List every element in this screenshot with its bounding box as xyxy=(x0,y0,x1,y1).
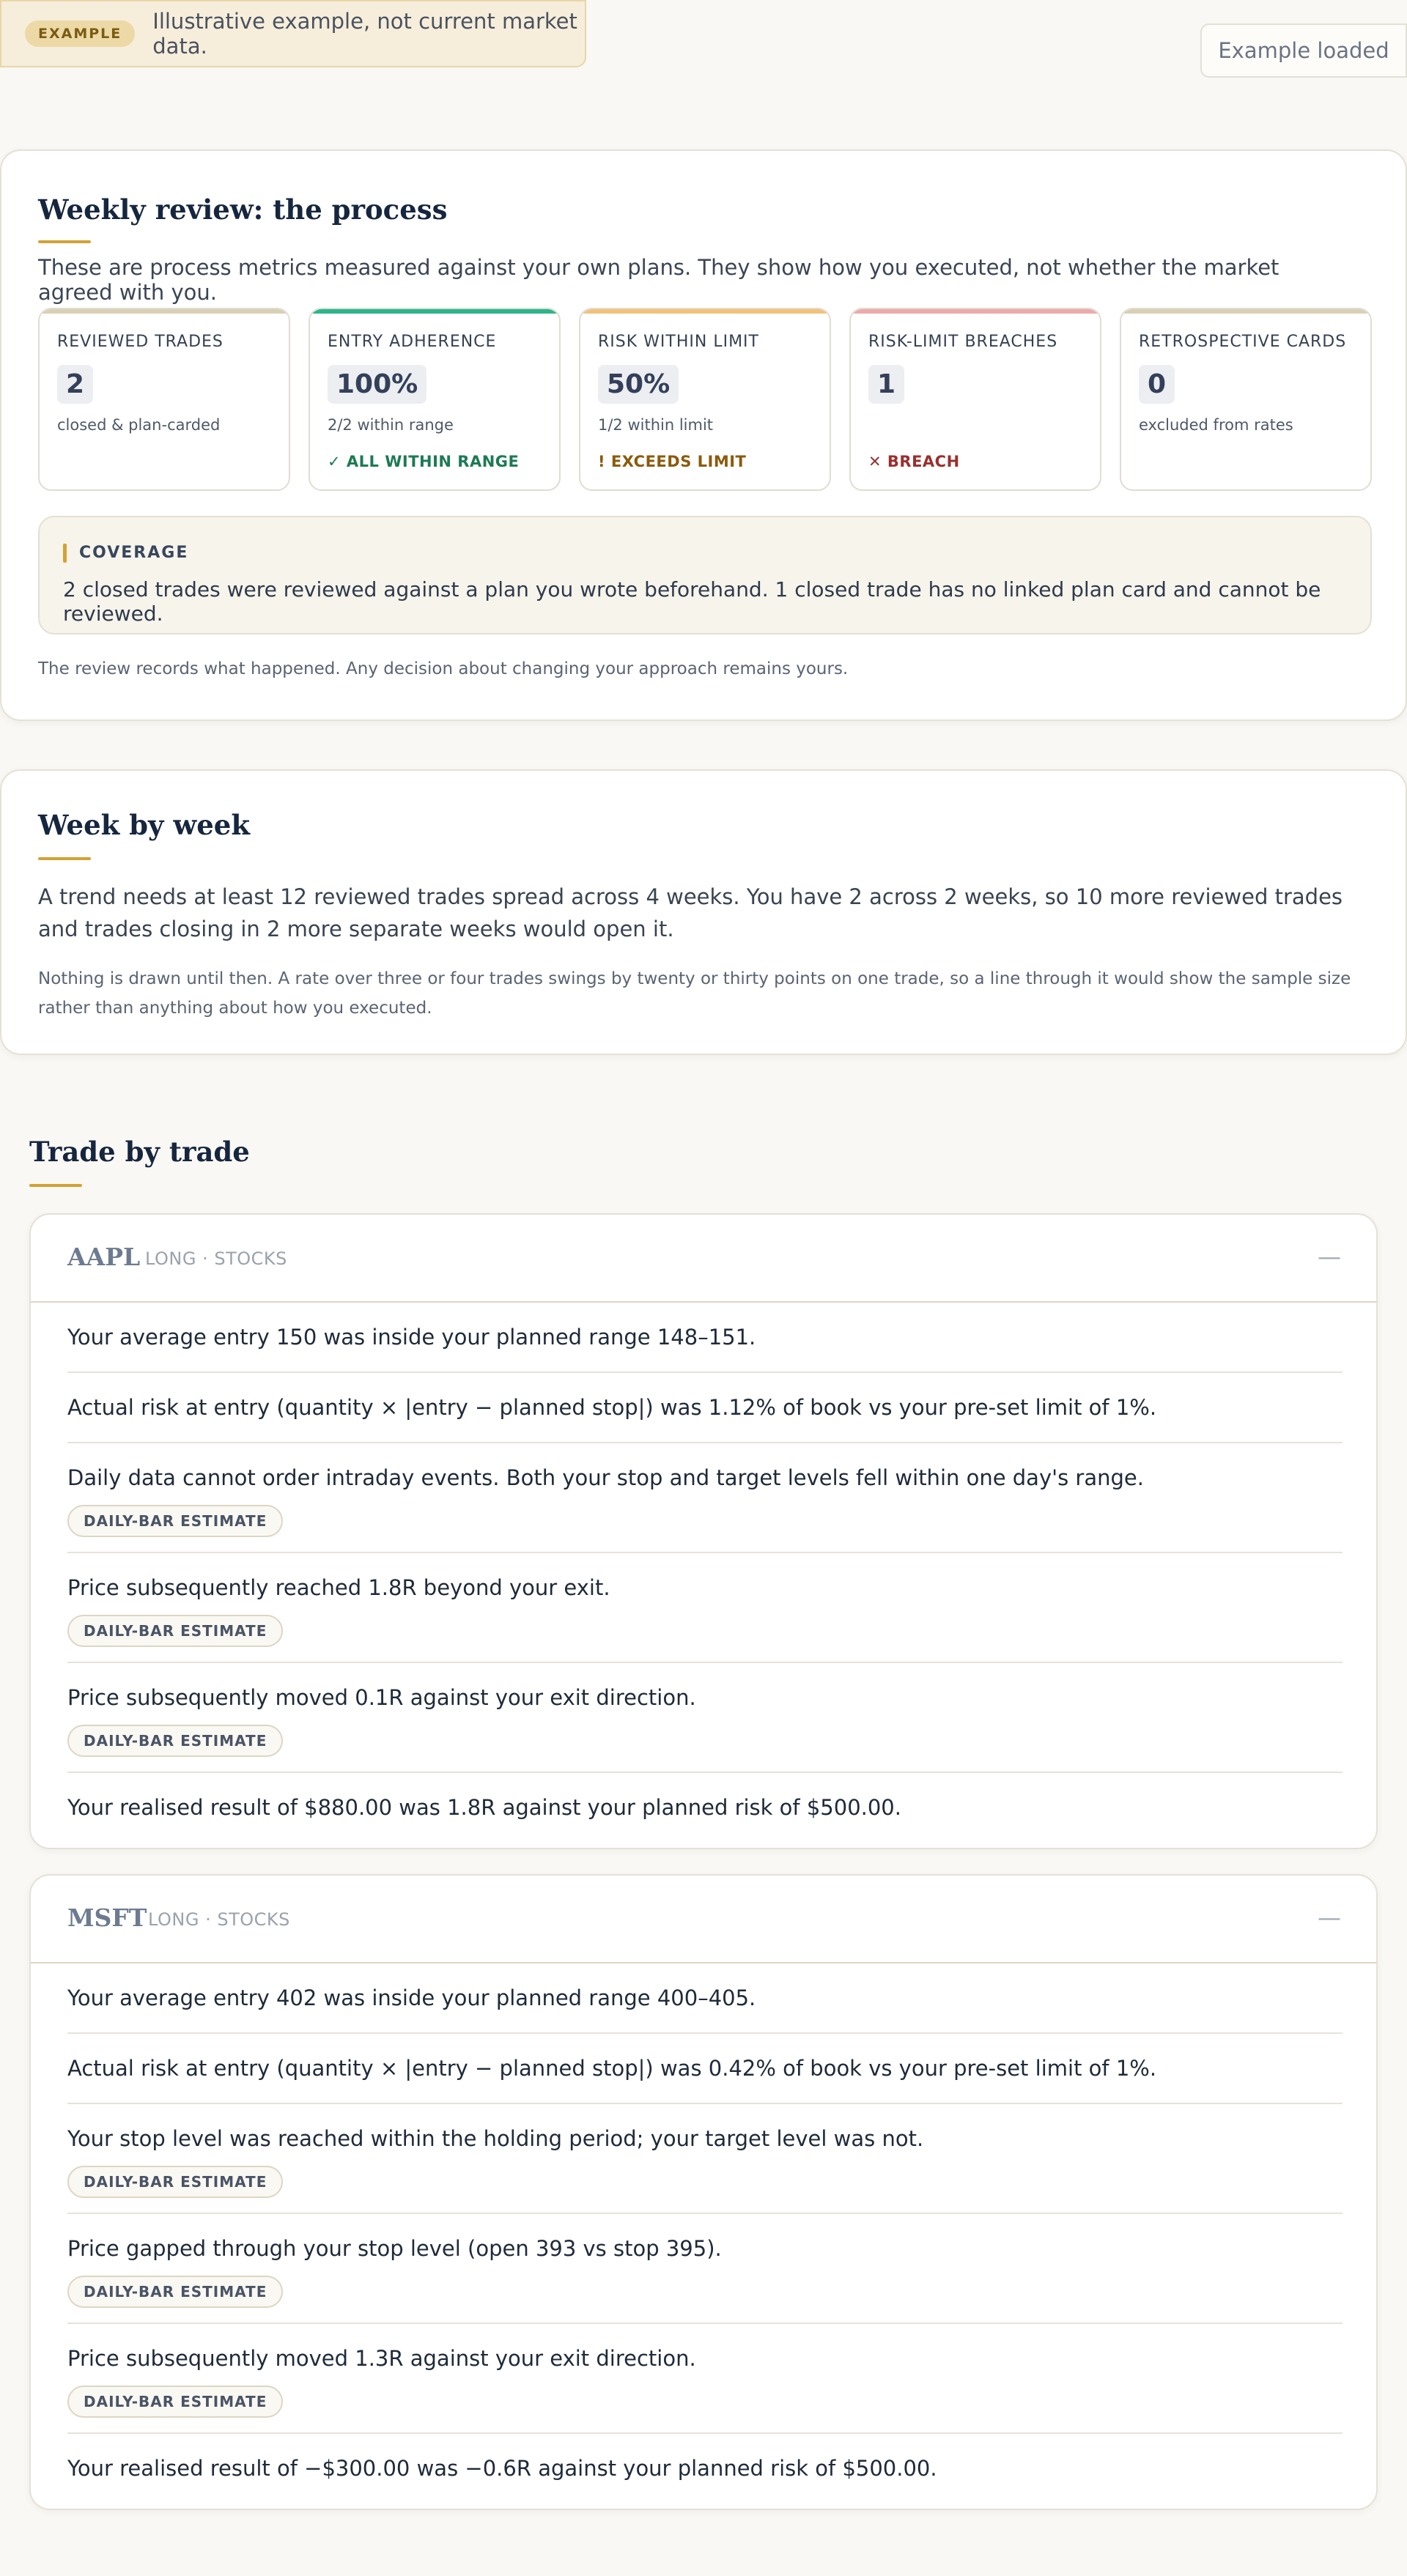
daily-bar-estimate-badge: DAILY-BAR ESTIMATE xyxy=(67,2166,283,2198)
review-footnote: The review records what happened. Any decision about changing your approach remains yours. xyxy=(38,659,849,678)
trade-card-msft xyxy=(29,1874,1378,2510)
metric-retrospective-cards xyxy=(1120,308,1372,491)
metric-label: REVIEWED TRADES xyxy=(57,333,224,351)
trade-header[interactable] xyxy=(31,1215,1376,1303)
metric-value: 1 xyxy=(868,365,904,404)
metric-label: ENTRY ADHERENCE xyxy=(328,333,497,351)
trade-row-text: Price gapped through your stop level (open 393 vs stop 395). xyxy=(67,2236,722,2261)
daily-bar-estimate-badge: DAILY-BAR ESTIMATE xyxy=(67,1615,283,1647)
trade-row xyxy=(67,1373,1343,1443)
trade-row-text: Your realised result of −$300.00 was −0.6R against your planned risk of $500.00. xyxy=(67,2456,937,2481)
trade-symbol: MSFT xyxy=(67,1903,147,1932)
metric-risk-limit-breaches xyxy=(849,308,1101,491)
metric-entry-adherence xyxy=(309,308,561,491)
trade-row xyxy=(67,2034,1343,2104)
trade-symbol: AAPL xyxy=(67,1243,141,1271)
trade-row xyxy=(67,2214,1343,2324)
trade-row-text: Actual risk at entry (quantity × |entry − planned stop|) was 1.12% of book vs your pre-set limit of 1%. xyxy=(67,1395,1157,1420)
trade-row xyxy=(67,1773,1343,1843)
metric-status: ✕ BREACH xyxy=(868,453,960,470)
example-banner xyxy=(0,0,586,67)
example-text: Illustrative example, not current market data. xyxy=(152,9,577,59)
metric-label: RISK WITHIN LIMIT xyxy=(598,333,759,351)
daily-bar-estimate-badge: DAILY-BAR ESTIMATE xyxy=(67,1725,283,1757)
metric-value: 0 xyxy=(1139,365,1175,404)
trade-row-text: Your average entry 150 was inside your planned range 148–151. xyxy=(67,1325,756,1350)
trade-row-text: Your average entry 402 was inside your planned range 400–405. xyxy=(67,1985,756,2010)
coverage-marker xyxy=(63,544,67,563)
trade-row xyxy=(67,2324,1343,2434)
metric-bar xyxy=(580,309,830,314)
metric-risk-within-limit xyxy=(579,308,831,491)
coverage-title: COVERAGE xyxy=(79,544,189,562)
metric-value: 100% xyxy=(328,365,426,404)
trade-row xyxy=(67,2104,1343,2214)
trade-card-aapl xyxy=(29,1213,1378,1849)
metric-sub: excluded from rates xyxy=(1139,416,1293,434)
trade-rows xyxy=(67,1303,1343,1843)
metric-bar xyxy=(40,309,289,314)
trade-row xyxy=(67,1553,1343,1663)
metric-reviewed-trades xyxy=(38,308,290,491)
week-trend-note: Nothing is drawn until then. A rate over three or four trades swings by twenty or thirty points on one trade, so a line through it would show the sample size rather than anything about how you executed. xyxy=(38,969,1351,1018)
weekly-review-title: Weekly review: the process xyxy=(38,193,448,226)
weekly-review-card xyxy=(0,149,1407,721)
trade-row-text: Daily data cannot order intraday events. Both your stop and target levels fell within one day's range. xyxy=(67,1465,1144,1490)
trade-row-text: Price subsequently moved 1.3R against your exit direction. xyxy=(67,2346,696,2371)
metric-cards xyxy=(38,308,1372,491)
metric-status: ✓ ALL WITHIN RANGE xyxy=(328,453,520,470)
coverage-panel xyxy=(38,516,1372,634)
metric-value: 2 xyxy=(57,365,93,404)
trade-meta: LONG · STOCKS xyxy=(148,1909,290,1930)
daily-bar-estimate-badge: DAILY-BAR ESTIMATE xyxy=(67,2386,283,2418)
trade-row-text: Your stop level was reached within the holding period; your target level was not. xyxy=(67,2126,924,2151)
daily-bar-estimate-badge: DAILY-BAR ESTIMATE xyxy=(67,1505,283,1537)
week-by-week-card xyxy=(0,769,1407,1055)
coverage-text: 2 closed trades were reviewed against a plan you wrote beforehand. 1 closed trade has no linked plan card and cannot be reviewed. xyxy=(63,577,1321,626)
metric-bar xyxy=(310,309,559,314)
trade-row xyxy=(67,2434,1343,2504)
week-by-week-title: Week by week xyxy=(38,809,250,841)
trade-header[interactable] xyxy=(31,1876,1376,1964)
title-underline xyxy=(29,1184,82,1187)
metric-sub: 2/2 within range xyxy=(328,416,454,434)
trade-row xyxy=(67,1443,1343,1553)
daily-bar-estimate-badge: DAILY-BAR ESTIMATE xyxy=(67,2276,283,2308)
metric-status: ! EXCEEDS LIMIT xyxy=(598,453,747,470)
trade-by-trade-title: Trade by trade xyxy=(29,1136,250,1168)
trade-rows xyxy=(67,1964,1343,2504)
trade-meta: LONG · STOCKS xyxy=(145,1248,287,1269)
title-underline xyxy=(38,240,91,243)
metric-sub: closed & plan-carded xyxy=(57,416,221,434)
trade-row-text: Actual risk at entry (quantity × |entry − planned stop|) was 0.42% of book vs your pre-set limit of 1%. xyxy=(67,2056,1157,2081)
weekly-review-description: These are process metrics measured against your own plans. They show how you executed, not whether the market agreed with you. xyxy=(38,255,1279,305)
trade-row xyxy=(67,1303,1343,1373)
title-underline xyxy=(38,857,91,860)
metric-sub: 1/2 within limit xyxy=(598,416,714,434)
collapse-icon[interactable]: — xyxy=(1318,1243,1341,1270)
trade-row xyxy=(67,1663,1343,1773)
example-loaded-button[interactable]: Example loaded xyxy=(1200,23,1407,78)
collapse-icon[interactable]: — xyxy=(1318,1903,1341,1931)
trade-row-text: Your realised result of $880.00 was 1.8R against your planned risk of $500.00. xyxy=(67,1795,901,1820)
metric-bar xyxy=(1121,309,1370,314)
metric-label: RETROSPECTIVE CARDS xyxy=(1139,333,1347,351)
metric-bar xyxy=(851,309,1100,314)
week-trend-text: A trend needs at least 12 reviewed trades spread across 4 weeks. You have 2 across 2 weeks, so 10 more reviewed trades and trades closing in 2 more separate weeks would open it. xyxy=(38,884,1343,941)
metric-label: RISK-LIMIT BREACHES xyxy=(868,333,1058,351)
metric-value: 50% xyxy=(598,365,679,404)
example-tag: EXAMPLE xyxy=(25,21,135,47)
trade-row xyxy=(67,1964,1343,2034)
trade-row-text: Price subsequently moved 0.1R against your exit direction. xyxy=(67,1685,696,1710)
trade-row-text: Price subsequently reached 1.8R beyond your exit. xyxy=(67,1575,610,1600)
